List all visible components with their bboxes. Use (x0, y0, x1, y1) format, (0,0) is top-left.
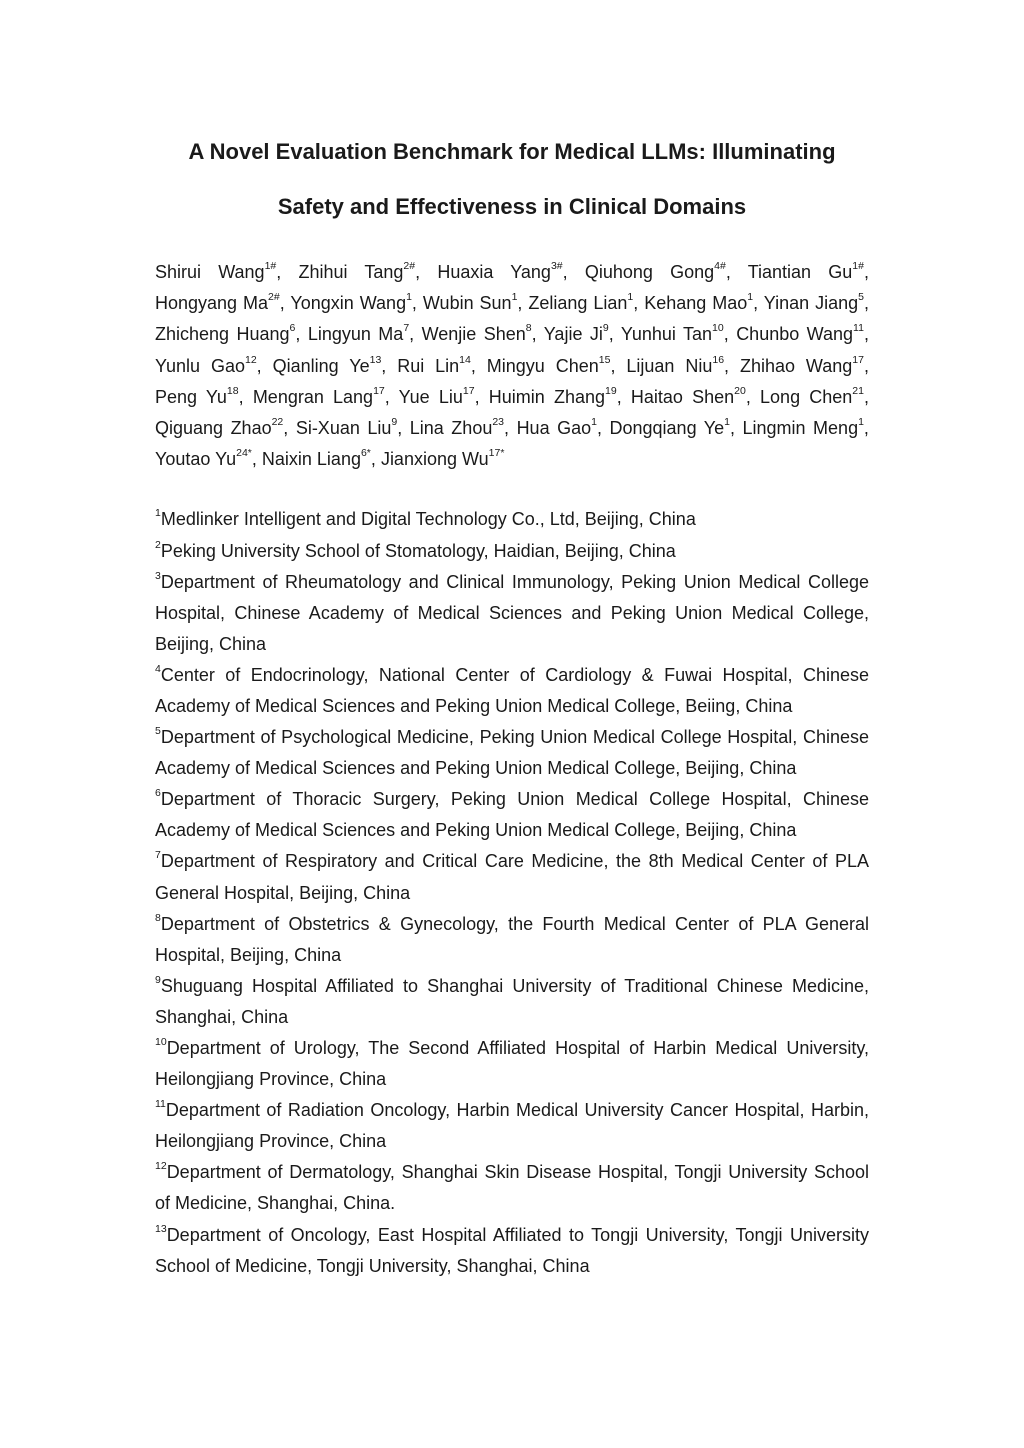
author-affiliation-mark: 1 (627, 291, 634, 304)
author-affiliation-mark: 1 (858, 416, 864, 429)
author-name: Naixin Liang (261, 449, 361, 470)
affiliation-text: Department of Radiation Oncology, Harbin Medical University Cancer Hospital, Harbin, Heilongjiang Province, China (155, 1100, 869, 1152)
affiliation-number: 2 (155, 538, 161, 551)
author-name: Jianxiong Wu (380, 449, 489, 470)
author-name: Zeliang Lian (528, 293, 628, 314)
author-affiliation-mark: 17* (488, 447, 505, 460)
author-affiliation-mark: 17 (462, 384, 475, 397)
author-affiliation-mark: 17 (373, 384, 385, 397)
affiliation-text: Department of Urology, The Second Affiliated Hospital of Harbin Medical University, Heilongjiang Province, China (155, 1038, 869, 1090)
author-name: Lingmin Meng (742, 418, 859, 439)
author-name: Tiantian Gu (747, 262, 853, 282)
author-affiliation-mark: 1 (591, 416, 597, 429)
author-affiliation-mark: 19 (605, 384, 617, 397)
affiliation-text: Department of Oncology, East Hospital Affiliated to Tongji University, Tongji University School of Medicine, Tongji University, Shanghai, China (155, 1224, 869, 1276)
author-affiliation-mark: 11 (853, 322, 864, 335)
affiliation (155, 722, 869, 784)
affiliation-text: Department of Rheumatology and Clinical Immunology, Peking Union Medical College Hospital, Chinese Academy of Medical Sciences and Peking Union Medical College, Beijing, China (155, 571, 869, 654)
author: Mengran Lang$^{17}$, (252, 384, 390, 407)
affiliation-text: Center of Endocrinology, National Center of Cardiology & Fuwai Hospital, Chinese Academy of Medical Sciences and Peking Union Medical College, Beiing, China (155, 664, 869, 716)
author: Haitao Shen$^{20}$, (630, 384, 751, 407)
affiliation (155, 846, 869, 908)
author-name: Shirui Wang (155, 262, 265, 282)
author: Tiantian $Gu^{1\#}$, (747, 260, 869, 282)
author-name: Lijuan Niu (626, 355, 713, 376)
affiliation-number: 1 (155, 507, 161, 520)
affiliation-number: 12 (155, 1160, 167, 1173)
author-name: Yongxin Wang (290, 293, 407, 314)
author-name: Qiguang Zhao (155, 418, 272, 439)
author: Wenjie Shen$^8$, (421, 322, 537, 345)
author-name: Yinan Jiang (763, 293, 859, 314)
author-name: Hua Gao (516, 418, 592, 439)
paper-title (155, 0, 869, 234)
author-name: Chunbo Wang (736, 324, 854, 345)
author-name: Dongqiang Ye (609, 418, 725, 439)
author: Yue Liu$^{17}$, (398, 384, 480, 407)
affiliation (155, 567, 869, 660)
author: Youtao $Yu^{24*}$, (155, 447, 257, 470)
author: Qianling Ye$^{13}$, (272, 353, 387, 376)
affiliation-number: 10 (155, 1036, 167, 1049)
author: Chunbo Wang$^{11}$, (736, 322, 869, 345)
author-affiliation-mark: 1 (406, 291, 412, 304)
author-affiliation-mark: 14 (459, 353, 471, 366)
affiliation (155, 1033, 869, 1095)
author: Si-Xuan Liu$^9$, (295, 416, 403, 439)
affiliation-text: Department of Obstetrics & Gynecology, the Fourth Medical Center of PLA General Hospital, Beijing, China (155, 913, 869, 965)
author-affiliation-mark: 15 (598, 353, 611, 366)
author: Yinan Jiang$^5$, (763, 291, 869, 314)
affiliation-number: 9 (155, 973, 161, 986)
author: Lingyun Ma$^7$, (307, 322, 415, 345)
author: Yunhui Tan$^{10}$, (620, 322, 729, 345)
affiliation (155, 1220, 869, 1282)
author: Zeliang Lian$^1$, (528, 291, 639, 314)
author-affiliation-mark: 5 (858, 291, 864, 304)
author: Mingyu Chen$^{15}$, (486, 353, 616, 376)
author-name: Mengran Lang (252, 386, 374, 407)
author-affiliation-mark: 1# (264, 260, 277, 272)
affiliation (155, 909, 869, 971)
author: Huimin Zhang$^{19}$, (488, 384, 622, 407)
affiliation-number: 6 (155, 787, 161, 800)
author-name: Zhicheng Huang (155, 324, 290, 345)
author: Zhicheng Huang$^6$, (155, 322, 301, 345)
author-affiliation-mark: 13 (369, 353, 382, 366)
author-affiliation-mark: 3# (550, 260, 563, 272)
affiliation-number: 5 (155, 725, 161, 738)
author-affiliation-mark: 12 (244, 353, 257, 366)
author-name: Wubin Sun (422, 293, 512, 314)
author: Zhihui Tang$^{2\#}$, (298, 260, 421, 282)
affiliation (155, 504, 869, 535)
author: Shirui Wang$^{1\#}$, (155, 260, 282, 282)
author-name: Si-Xuan Liu (295, 418, 392, 439)
author: Hongyang $Ma^{2\#}$, (155, 291, 285, 314)
affiliation (155, 660, 869, 722)
author-name: Qiuhong Gong (584, 262, 715, 282)
author-name: Hongyang Ma (155, 293, 269, 314)
author: Lijuan Niu$^{16}$, (626, 353, 730, 376)
author-name: Zhihao Wang (739, 355, 853, 376)
author: Naixin Liang$^{6*}$, (261, 447, 376, 470)
author-list (155, 257, 869, 475)
affiliation-number: 4 (155, 662, 161, 675)
author-affiliation-mark: 1# (852, 260, 864, 272)
author-affiliation-mark: 1 (511, 291, 518, 304)
author-affiliation-mark: 21 (852, 384, 864, 397)
author: Yunlu Gao$^{12}$, (155, 353, 262, 376)
author: Qiuhong Gong$^{4\#}$, (584, 260, 731, 282)
author-affiliation-mark: 10 (712, 322, 724, 335)
author-name: Peng Yu (155, 386, 227, 407)
author: Wubin Sun$^1$, (422, 291, 523, 314)
author-name: Lingyun Ma (307, 324, 404, 345)
author-affiliation-mark: 6* (360, 447, 371, 460)
author-affiliation-mark: 1 (747, 291, 754, 304)
paper-page (155, 0, 869, 1282)
author-affiliation-mark: 4# (714, 260, 726, 272)
affiliation (155, 536, 869, 567)
affiliation (155, 1095, 869, 1157)
author: Rui Lin$^{14}$, (397, 353, 476, 376)
author-affiliation-mark: 1 (724, 416, 730, 429)
author: Yongxin Wang$^1$, (290, 291, 417, 314)
affiliation-text: Shuguang Hospital Affiliated to Shanghai University of Traditional Chinese Medicine, Shanghai, China (155, 975, 869, 1027)
affiliation-number: 11 (155, 1098, 166, 1111)
author-name: Huaxia Yang (437, 262, 551, 282)
author-affiliation-mark: 6 (289, 322, 296, 335)
author-name: Yunhui Tan (620, 324, 713, 345)
affiliation (155, 1157, 869, 1219)
author: Zhihao Wang$^{17}$, (739, 353, 869, 376)
author-name: Lina Zhou (409, 418, 493, 439)
author-affiliation-mark: 8 (525, 322, 532, 335)
affiliation-text: Department of Respiratory and Critical Care Medicine, the 8th Medical Center of PLA General Hospital, Beijing, China (155, 851, 869, 903)
author-affiliation-mark: 7 (403, 322, 410, 335)
author-affiliation-mark: 20 (734, 384, 746, 397)
author-affiliation-mark: 22 (271, 416, 284, 429)
affiliation-number: 3 (155, 569, 161, 582)
author: Hua Gao$^1$, (516, 416, 602, 439)
affiliation-number: 13 (155, 1222, 167, 1235)
affiliation-text: Department of Psychological Medicine, Peking Union Medical College Hospital, Chinese Academy of Medical Sciences and Peking Union Medical College, Beijing, China (155, 727, 869, 779)
author-name: Youtao Yu (155, 449, 237, 470)
author: Long Chen$^{21}$, (760, 384, 869, 407)
affiliation-text: Department of Dermatology, Shanghai Skin Disease Hospital, Tongji University School of Medicine, Shanghai, China. (155, 1162, 869, 1214)
author: Lina Zhou$^{23}$, (409, 416, 510, 439)
title-line-2: Safety and Effectiveness in Clinical Domains (277, 194, 747, 219)
author-affiliation-mark: 9 (391, 416, 398, 429)
author: Qiguang Zhao$^{22}$, (155, 416, 289, 439)
author-affiliation-mark: 9 (602, 322, 609, 335)
author-affiliation-mark: 24* (236, 447, 252, 460)
author-name: Huimin Zhang (488, 386, 605, 407)
author-affiliation-mark: 2# (403, 260, 416, 272)
author-name: Mingyu Chen (486, 355, 599, 376)
affiliation-number: 7 (155, 849, 161, 862)
affiliation-list (155, 504, 869, 1281)
author-affiliation-mark: 23 (492, 416, 505, 429)
author: Yajie Ji$^9$, (543, 322, 614, 345)
title-line-1: A Novel Evaluation Benchmark for Medical LLMs: Illuminating (188, 139, 836, 164)
affiliation-text: Peking University School of Stomatology, Haidian, Beijing, China (160, 540, 676, 561)
author: Huaxia Yang$^{3\#}$, (437, 260, 568, 282)
author-affiliation-mark: 18 (226, 384, 239, 397)
author-name: Wenjie Shen (421, 324, 526, 345)
affiliation-text: Medlinker Intelligent and Digital Technology Co., Ltd, Beijing, China (160, 509, 696, 530)
author-affiliation-mark: 17 (852, 353, 864, 366)
author (381, 449, 505, 469)
author-affiliation-mark: 2# (268, 291, 280, 304)
author: Peng Yu$^{18}$, (155, 384, 244, 407)
author: Lingmin Meng$^1$, (742, 416, 869, 439)
author: Kehang Mao$^1$, (644, 291, 759, 314)
author-name: Haitao Shen (630, 386, 735, 407)
author-name: Long Chen (760, 386, 853, 407)
author-name: Rui Lin (397, 355, 460, 376)
author-name: Zhihui Tang (298, 262, 404, 282)
author-name: Yunlu Gao (155, 355, 245, 376)
author: Dongqiang Ye$^1$, (609, 416, 735, 439)
author-affiliation-mark: 16 (712, 353, 725, 366)
author-name: Kehang Mao (644, 293, 748, 314)
affiliation-text: Department of Thoracic Surgery, Peking Union Medical College Hospital, Chinese Academy of Medical Sciences and Peking Union Medical College, Beijing, China (155, 789, 869, 841)
affiliation-number: 8 (155, 911, 161, 924)
author-name: Yajie Ji (543, 324, 603, 345)
affiliation (155, 971, 869, 1033)
affiliation (155, 784, 869, 846)
author-name: Yue Liu (398, 386, 463, 407)
author-name: Qianling Ye (272, 355, 370, 376)
